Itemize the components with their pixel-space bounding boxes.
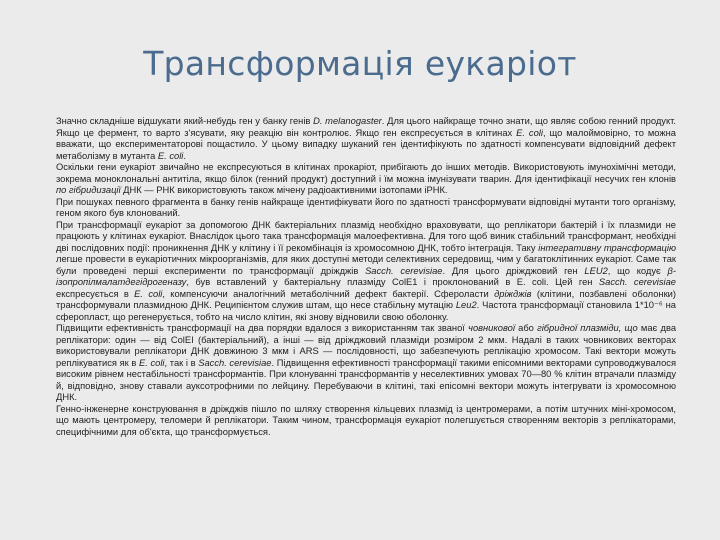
italic-term: β-ізопропілмалатдегідрогеназу — [56, 265, 676, 287]
text-run: Генно-інженерне конструювання в дріжджів пішло по шляху створення кільцевих плазмід із центромерами, а потім штучних міні-хромосом, що мають центромеру, теломери й реплікатори. Таким чином, трансформація еукаріот полегшується створенням векторів з реплікаторами, специфічними для об'єкта, що трансформується. — [56, 403, 676, 437]
text-run: ДНК — РНК використовують також мічену радіоактивними ізотопами іРНК. — [120, 185, 448, 195]
italic-term: Leu2 — [455, 300, 477, 310]
italic-term: Sacch. cerevisiae — [598, 277, 676, 287]
italic-term: Sacch. cerevisiae — [198, 357, 272, 368]
body-paragraph — [56, 220, 676, 324]
italic-term: E. coli — [134, 288, 163, 299]
italic-term: E. coli — [516, 127, 543, 138]
text-run: При пошуках певного фрагмента в банку генів найкраще ідентифікувати його по здатності трансформувати відповідні мутанти того організму, геном якого був клонований. — [56, 196, 676, 218]
text-run: . — [183, 150, 186, 161]
text-run: , так і в — [164, 357, 199, 368]
text-run: легше провести в еукаріотичних мікроорганізмів, для яких доступні методи селективних середовищ, чим у багатоклітинних еукаріот. Саме так були проведені перші експерименти по трансформації дріжджів — [56, 254, 676, 276]
italic-term: дріжджів — [494, 288, 532, 299]
text-run: (клітини, позбавлені оболонки) трансформували плазмидною ДНК. Реципієнтом служив штам, що несе стабільну мутацію — [56, 288, 677, 310]
text-run: Оскільки гени еукаріот звичайно не експресуються в клітинах прокаріот, прибігають до інших методів. Використовують імунохімічні методи, зокрема моноклональні антитіла, якщо білок (генний продукт) доступний і їм можна імунізувати тварин. Для ідентифікації несучих ген клонів — [56, 162, 676, 184]
text-run: . Для цього дріжджовий ген — [442, 265, 585, 276]
text-run: має два реплікатори: один — від ColEI (бактеріальний), а інші — від дріжджовий плазміди розміром 2 мкм. Надалі в таких човникових векторах використовували реплікатори ДНК довжиною 3 мкм і ARS — послідовності, що забезпечують реплікацію хромосом. Такі вектори можуть реплікуватися як в — [56, 323, 677, 368]
text-run: Підвищити ефективність трансформації на два порядки вдалося з використанням так званої — [56, 323, 469, 333]
italic-term: D. melanogaster — [313, 116, 382, 126]
slide-title: Трансформація еукаріот — [143, 44, 577, 83]
text-run: . Підвищення ефективності трансформації такими епісомними векторами супроводжувалося високим рівнем нестабільності трансформантів. При клонуванні трансформантів у неселективних умовах 70—80 % клітин втрачали плазміду й, відповідно, знову ставали ауксотрофними по лейцину. Перебуваючи в клітині, такі епісомні вектори можуть інтегрувати із хромосомною ДНК. — [56, 357, 677, 402]
text-run: . Частота трансформації становила 1*10⁻⁶ на сферопласт, що регенерується, тобто на число клітин, які знову відновили свою оболонку. — [56, 300, 676, 322]
italic-term: гібридної плазміди, що — [537, 323, 638, 333]
italic-term: інтегративну трансформацію — [538, 242, 676, 253]
text-run: При трансформації еукаріот за допомогою ДНК бактеріальних плазмід необхідно враховувати, що реплікатори бактерій і їх плазмиди не працюють у клітинах еукаріот. Внаслідок цього така трансформація малоефективна. Для того щоб виник стабільний трансформант, необхідні дві послідовних події: проникнення ДНК у клітину і її рекомбінація із хромосомною ДНК, тобто інтеграція. Таку — [56, 219, 676, 253]
text-run: , був вставлений у бактеріальну плазміду ColE1 і проклонований в E. coli. Цей ген — [186, 277, 599, 287]
italic-term: човникової — [468, 323, 515, 333]
slide-body-text — [56, 116, 676, 438]
body-paragraph — [56, 197, 676, 220]
body-paragraph — [56, 162, 676, 197]
text-run: . Для цього найкраще точно знати, що являє собою генний продукт. Якщо це фермент, то варто з'ясувати, яку реакцію він контролює. Якщо ген експресується в клітинах — [56, 116, 676, 138]
italic-term: по гібридизації — [56, 185, 121, 195]
italic-term: Sacch. cerevisiae — [365, 265, 443, 276]
italic-term: E. coli — [139, 357, 165, 368]
text-run: або — [514, 323, 538, 333]
text-run: Значно складніше відшукати який-небудь ген у банку генів — [56, 116, 314, 126]
text-run: , що кодує — [607, 265, 668, 276]
text-run: , що малоймовірно, то можна вважати, що експериментаторові пощастило. У цьому випадку шуканий ген ідентифікують по здатності компенсувати відповідний дефект метаболізму в мутанта — [56, 127, 676, 161]
text-run: , компенсуючи аналогічний метаболічний дефект бактерії. Сфероласти — [162, 288, 495, 299]
body-paragraph — [56, 404, 676, 439]
text-run: експресується в — [56, 288, 135, 299]
body-paragraph — [56, 323, 676, 404]
italic-term: E. coli — [157, 150, 184, 161]
italic-term: LEU2 — [584, 265, 608, 276]
body-paragraph — [56, 116, 676, 162]
